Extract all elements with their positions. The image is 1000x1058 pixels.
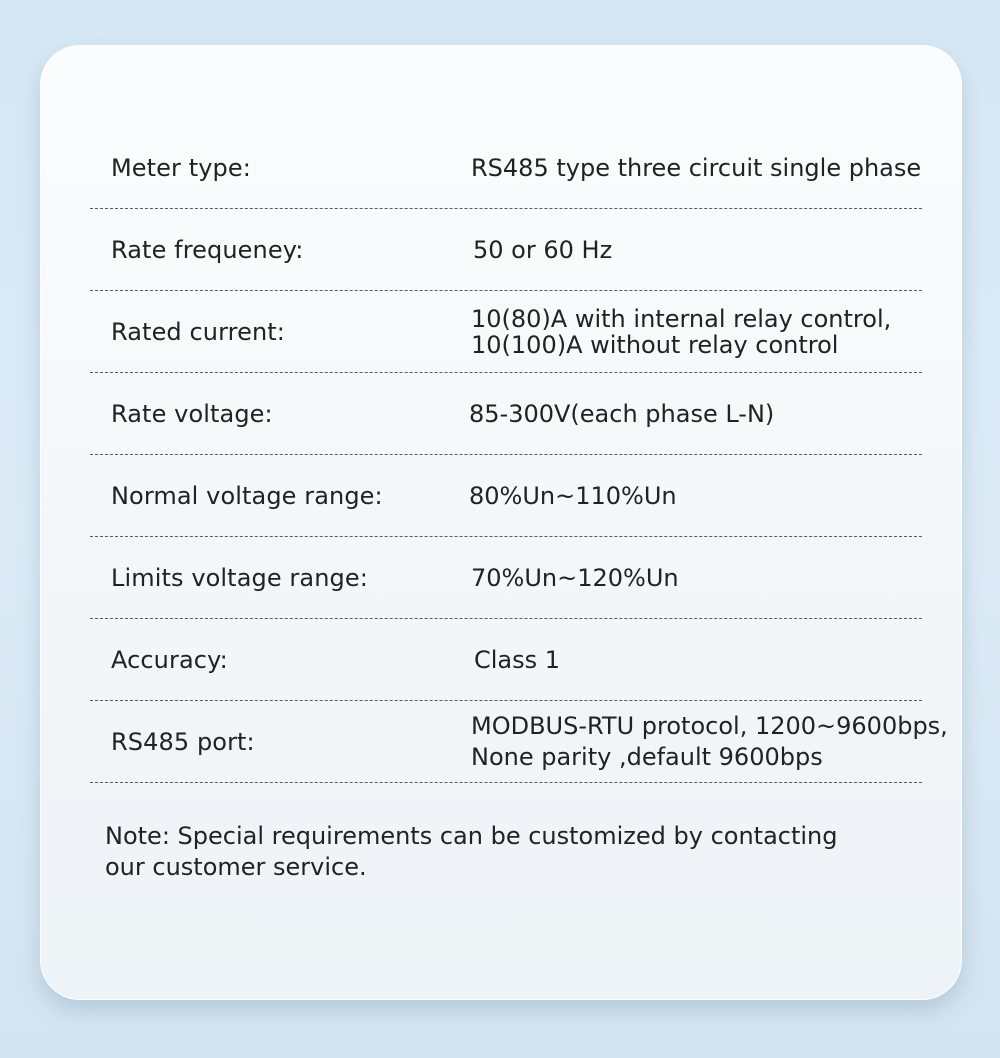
spec-row-accuracy bbox=[90, 619, 922, 701]
spec-card bbox=[40, 45, 962, 1000]
spec-label: Meter type: bbox=[111, 153, 251, 182]
spec-label: Limits voltage range: bbox=[111, 563, 368, 592]
spec-value-line: 10(80)A with internal relay control, bbox=[471, 304, 892, 333]
spec-value-line: 70%Un~120%Un bbox=[471, 563, 679, 592]
spec-value bbox=[471, 537, 679, 618]
note-line: Note: Special requirements can be customized by contacting bbox=[105, 822, 838, 850]
spec-label: Rate frequeney: bbox=[111, 235, 304, 264]
spec-value-line: Class 1 bbox=[474, 645, 561, 674]
spec-label: Normal voltage range: bbox=[111, 481, 383, 510]
spec-value-line: 85-300V(each phase L-N) bbox=[469, 399, 775, 428]
spec-value bbox=[471, 291, 891, 372]
spec-table bbox=[90, 127, 948, 783]
spec-value bbox=[471, 701, 948, 782]
spec-value-line: MODBUS-RTU protocol, 1200~9600bps, bbox=[471, 711, 948, 740]
spec-row-rs485-port bbox=[90, 701, 948, 783]
spec-row-limits-voltage-range bbox=[90, 537, 922, 619]
spec-value-line: RS485 type three circuit single phase bbox=[471, 153, 922, 182]
spec-row-meter-type bbox=[90, 127, 922, 209]
spec-label: Rate voltage: bbox=[111, 399, 273, 428]
note-line: our customer service. bbox=[105, 853, 367, 881]
spec-value bbox=[473, 209, 612, 290]
spec-label: RS485 port: bbox=[111, 727, 255, 756]
spec-row-rate-voltage bbox=[90, 373, 922, 455]
spec-value bbox=[471, 127, 921, 208]
spec-value bbox=[469, 373, 774, 454]
spec-row-normal-voltage-range bbox=[90, 455, 922, 537]
spec-row-rate-frequency bbox=[90, 209, 922, 291]
spec-value-line: None parity ,default 9600bps bbox=[471, 742, 823, 771]
customization-note bbox=[105, 821, 865, 883]
spec-value bbox=[469, 455, 677, 536]
spec-value bbox=[474, 619, 560, 700]
spec-label: Accuracy: bbox=[111, 645, 228, 674]
spec-label: Rated current: bbox=[111, 317, 285, 346]
spec-value-line: 10(100)A without relay control bbox=[471, 330, 839, 359]
spec-value-line: 50 or 60 Hz bbox=[473, 235, 613, 264]
spec-value-line: 80%Un~110%Un bbox=[469, 481, 677, 510]
spec-row-rated-current bbox=[90, 291, 922, 373]
